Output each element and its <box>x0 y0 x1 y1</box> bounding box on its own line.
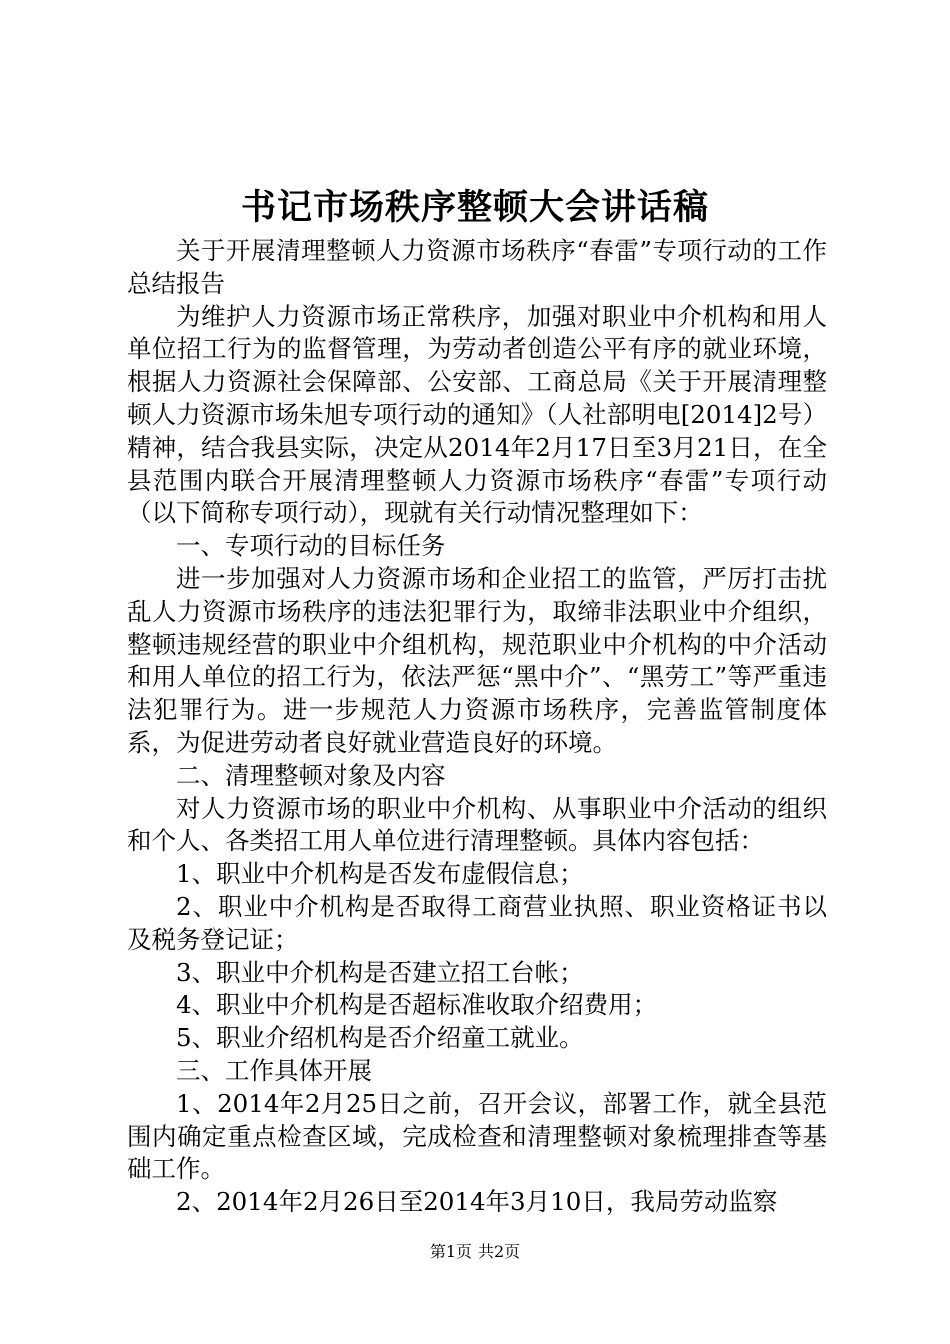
paragraph-step-2: 2、2014年2月26日至2014年3月10日，我局劳动监察 <box>176 1187 778 1217</box>
page-total: 共2页 <box>478 1242 521 1261</box>
list-item-1: 1、职业中介机构是否发布虚假信息； <box>176 859 584 889</box>
paragraph-section-2: 对人力资源市场的职业中介机构、从事职业中介活动的组织和个人、各类招工用人单位进行清理整顿。具体内容包括： <box>127 793 827 856</box>
page-footer <box>0 1240 950 1264</box>
section-heading-1: 一、专项行动的目标任务 <box>176 531 446 561</box>
list-item-3: 3、职业中介机构是否建立招工台帐； <box>176 957 584 987</box>
list-item-5: 5、职业介绍机构是否介绍童工就业。 <box>176 1023 584 1053</box>
list-item-4: 4、职业中介机构是否超标准收取介绍费用； <box>176 990 658 1020</box>
section-heading-3: 三、工作具体开展 <box>176 1055 372 1085</box>
list-item-2: 2、职业中介机构是否取得工商营业执照、职业资格证书以及税务登记证； <box>127 891 827 954</box>
paragraph-intro: 为维护人力资源市场正常秩序，加强对职业中介机构和用人单位招工行为的监督管理，为劳动者创造公平有序的就业环境，根据人力资源社会保障部、公安部、工商总局《关于开展清理整顿人力资源市场朱旭专项行动的通知》（人社部明电[2014]2号）精神，结合我县实际，决定从2014年2月17日至3月21日，在全县范围内联合开展清理整顿人力资源市场秩序“春雷”专项行动（以下简称专项行动），现就有关行动情况整理如下： <box>127 301 827 528</box>
paragraph-report-heading: 关于开展清理整顿人力资源市场秩序“春雷”专项行动的工作总结报告 <box>127 236 827 298</box>
document-title: 书记市场秩序整顿大会讲话稿 <box>240 187 709 228</box>
document-body <box>127 235 827 1219</box>
page-number: 第1页 <box>429 1242 472 1261</box>
section-heading-2: 二、清理整顿对象及内容 <box>176 760 446 790</box>
paragraph-section-1: 进一步加强对人力资源市场和企业招工的监管，严厉打击扰乱人力资源市场秩序的违法犯罪行为，取缔非法职业中介组织，整顿违规经营的职业中介组机构，规范职业中介机构的中介活动和用人单位的招工行为，依法严惩“黑中介”、“黑劳工”等严重违法犯罪行为。进一步规范人力资源市场秩序，完善监管制度体系，为促进劳动者良好就业营造良好的环境。 <box>127 563 827 757</box>
paragraph-step-1: 1、2014年2月25日之前，召开会议，部署工作，就全县范围内确定重点检查区域，完成检查和清理整顿对象梳理排查等基础工作。 <box>127 1088 827 1184</box>
